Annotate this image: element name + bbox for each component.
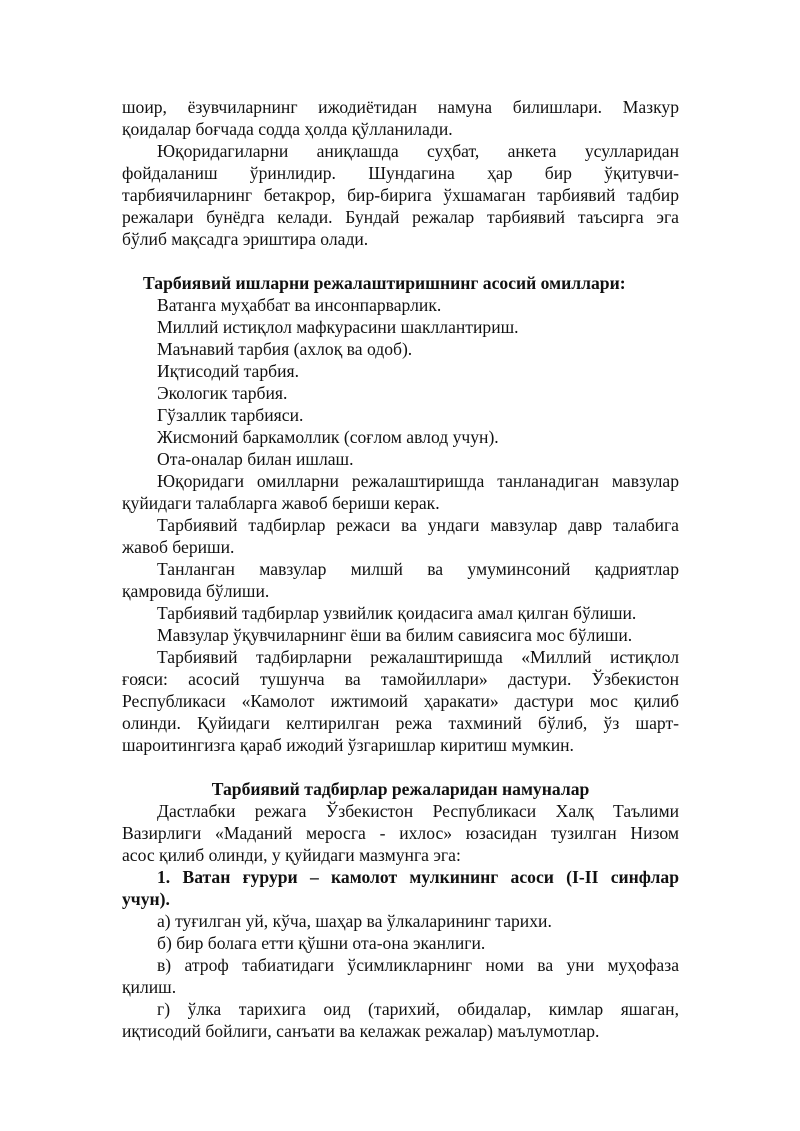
- document-page: [122, 96, 679, 1042]
- text-line: режалари бунёдга келади. Бундай режалар тарбиявий таъсирга эга: [122, 207, 679, 227]
- text-line: Тарбиявий тадбирларни режалаштиришда «Миллий истиқлол: [157, 647, 679, 667]
- paragraph-programs: [122, 646, 679, 756]
- paragraph-plan: [122, 514, 679, 558]
- text-line: ғояси: асосий тушунча ва тамойиллари» дастури. Ўзбекистон: [122, 669, 679, 689]
- heading-samples: Тарбиявий тадбирлар режаларидан намуналар: [211, 779, 590, 799]
- text-line: қамровида бўлиши.: [122, 581, 270, 601]
- text-line: Вазирлиги «Маданий меросга - ихлос» юзасидан тузилган Низом: [122, 823, 679, 843]
- text-line: олинди. Қуйидаги келтирилган режа тахминий бўлиб, ўз шарт-: [122, 713, 679, 733]
- factors-list: [122, 294, 679, 470]
- spacer: [122, 250, 679, 272]
- item-a: [122, 910, 679, 932]
- text-line: Тарбиявий тадбирлар режаси ва ундаги мавзулар давр талабига: [157, 515, 679, 535]
- spacer: [122, 756, 679, 778]
- text-line: бўлиб мақсадга эриштира олади.: [122, 229, 369, 249]
- text-line: қоидалар боғчада содда ҳолда қўлланилади.: [122, 119, 453, 139]
- paragraph-methods: [122, 140, 679, 250]
- text-line: б) бир болага етти қўшни ота-она эканлиги.: [157, 933, 486, 953]
- text-line: қуйидаги талабларга жавоб бериши керак.: [122, 493, 440, 513]
- section-title: [122, 866, 679, 910]
- list-item: Ота-оналар билан ишлаш.: [157, 449, 354, 469]
- list-item: Экологик тарбия.: [157, 383, 288, 403]
- text-line: Юқоридаги омилларни режалаштиришда танланадиган мавзулар: [157, 471, 679, 491]
- list-item: Маънавий тарбия (ахлоқ ва одоб).: [157, 339, 413, 359]
- list-item: Гўзаллик тарбияси.: [157, 405, 304, 425]
- text-line: асос қилиб олинди, у қуйидаги мазмунга эга:: [122, 845, 461, 865]
- list-item: Ватанга муҳаббат ва инсонпарварлик.: [157, 295, 442, 315]
- paragraph-requirements: [122, 470, 679, 514]
- list-item: Миллий истиқлол мафкурасини шакллантириш.: [157, 317, 519, 337]
- text-line: Танланган мавзулар милшй ва умуминсоний қадриятлар: [157, 559, 679, 579]
- text-line: г) ўлка тарихига оид (тарихий, обидалар, кимлар яшаган,: [157, 999, 679, 1019]
- paragraph-age: [122, 624, 679, 646]
- text-line: шоир, ёзувчиларнинг ижодиётидан намуна билишлари. Мазкур: [122, 97, 679, 117]
- text-line: Дастлабки режага Ўзбекистон Республикаси Халқ Таълими: [157, 801, 679, 821]
- paragraph-intro: [122, 800, 679, 866]
- text-line: тарбиячиларнинг бетакрор, бир-бирига ўхшамаган тарбиявий тадбир: [122, 185, 679, 205]
- item-g: [122, 998, 679, 1042]
- text-line: иқтисодий бойлиги, санъати ва келажак режалар) маълумотлар.: [122, 1021, 600, 1041]
- heading-factors: Тарбиявий ишларни режалаштиришнинг асосий омиллари:: [143, 273, 626, 293]
- paragraph-continuation: [122, 96, 679, 140]
- item-v: [122, 954, 679, 998]
- text-line: шароитингизга қараб ижодий ўзгаришлар киритиш мумкин.: [122, 735, 574, 755]
- text-line: Тарбиявий тадбирлар узвийлик қоидасига амал қилган бўлиши.: [157, 603, 637, 623]
- text-line: учун).: [122, 889, 170, 909]
- text-line: Юқоридагиларни аниқлашда суҳбат, анкета усулларидан: [157, 141, 679, 161]
- text-line: Мавзулар ўқувчиларнинг ёши ва билим савиясига мос бўлиши.: [157, 625, 633, 645]
- item-b: [122, 932, 679, 954]
- text-line: қилиш.: [122, 977, 177, 997]
- text-line: жавоб бериши.: [122, 537, 235, 557]
- text-line: Республикаси «Камолот ижтимоий ҳаракати» дастури мос қилиб: [122, 691, 679, 711]
- text-line: 1. Ватан ғурури – камолот мулкининг асоси (I-II синфлар: [157, 867, 679, 887]
- paragraph-continuity: [122, 602, 679, 624]
- list-item: Жисмоний баркамоллик (соғлом авлод учун).: [157, 427, 499, 447]
- text-line: а) туғилган уй, кўча, шаҳар ва ўлкаларининг тарихи.: [157, 911, 552, 931]
- paragraph-topics: [122, 558, 679, 602]
- list-item: Иқтисодий тарбия.: [157, 361, 300, 381]
- text-line: в) атроф табиатидаги ўсимликларнинг номи ва уни муҳофаза: [157, 955, 679, 975]
- text-line: фойдаланиш ўринлидир. Шундагина ҳар бир ўқитувчи-: [122, 163, 679, 183]
